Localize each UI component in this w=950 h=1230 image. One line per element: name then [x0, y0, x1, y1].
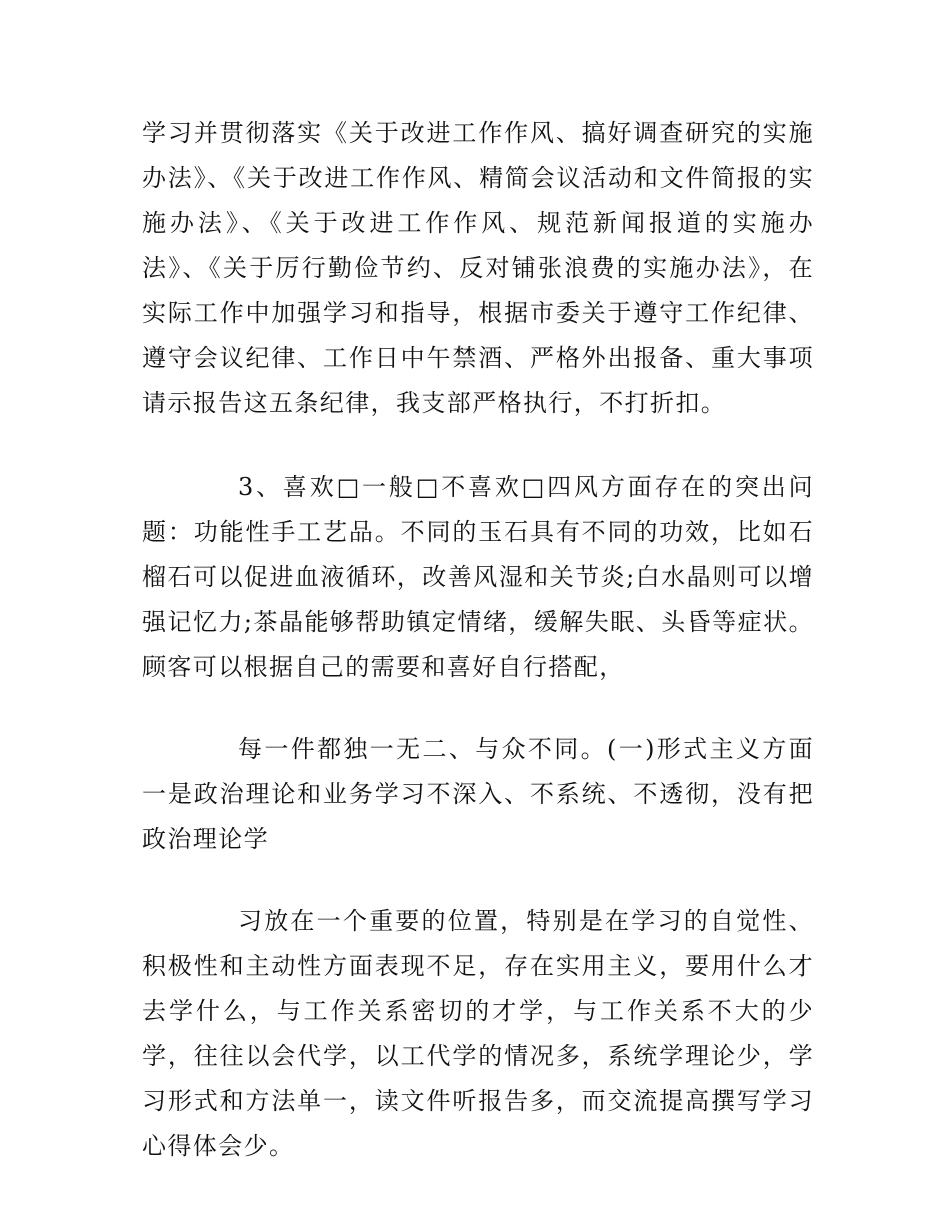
paragraph-2: 3、喜欢□一般□不喜欢□四风方面存在的突出问题：功能性手工艺品。不同的玉石具有不同的功效，比如石榴石可以促进血液循环，改善风湿和关节炎;白水晶则可以增强记忆力;茶晶能够帮助镇定情绪，缓解失眠、头昏等症状。顾客可以根据自己的需要和喜好自行搭配， — [142, 473, 814, 681]
paragraph-3: 每一件都独一无二、与众不同。(一)形式主义方面一是政治理论和业务学习不深入、不系统、不透彻，没有把政治理论学 — [142, 735, 814, 853]
paragraph-4: 习放在一个重要的位置，特别是在学习的自觉性、积极性和主动性方面表现不足，存在实用主义，要用什么才去学什么，与工作关系密切的才学，与工作关系不大的少学，往往以会代学，以工代学的情况多，系统学理论少，学习形式和方法单一，读文件听报告多，而交流提高撰写学习心得体会少。 — [142, 907, 814, 1160]
paragraph-1: 学习并贯彻落实《关于改进工作作风、搞好调查研究的实施办法》、《关于改进工作作风、精简会议活动和文件简报的实施办法》、《关于改进工作作风、规范新闻报道的实施办法》、《关于厉行勤俭节约、反对铺张浪费的实施办法》，在实际工作中加强学习和指导，根据市委关于遵守工作纪律、遵守会议纪律、工作日中午禁酒、严格外出报备、重大事项请示报告这五条纪律，我支部严格执行，不打折扣。 — [142, 119, 814, 417]
